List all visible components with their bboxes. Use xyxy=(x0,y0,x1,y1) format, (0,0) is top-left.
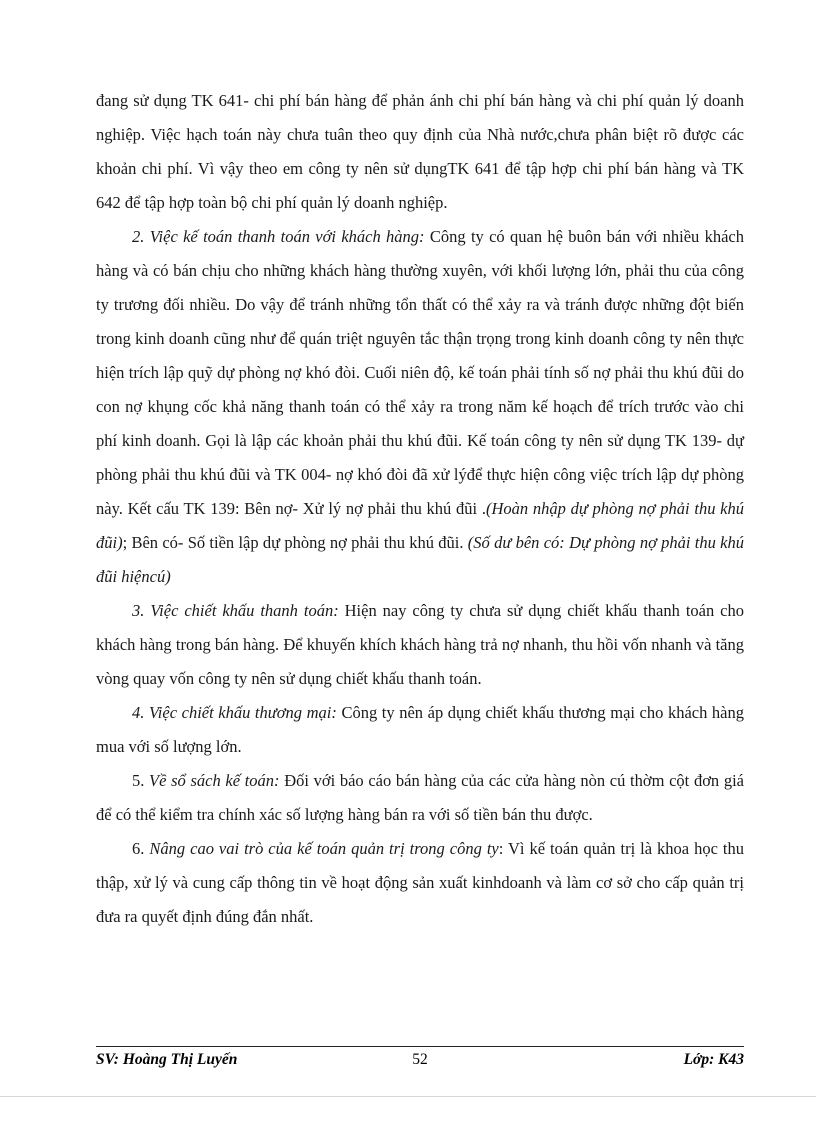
text-run: : Vì kế toán quản trị là khoa học thu thập, xử lý và cung cấp thông tin về hoạt động sản xuất kinhdoanh và làm cơ sở cho cấp quản trị đưa ra quyết định đúng đắn nhất. xyxy=(96,839,745,926)
text-run: Nâng cao vai trò của kế toán quản trị trong công ty xyxy=(149,839,499,858)
paragraph-3 xyxy=(96,594,744,696)
text-run: 3. Việc chiết khấu thanh toán: xyxy=(132,601,339,620)
paragraph-5 xyxy=(96,764,744,832)
document-body xyxy=(96,84,744,934)
footer-author: SV: Hoàng Thị Luyến xyxy=(96,1051,238,1068)
paragraph-1 xyxy=(96,84,744,220)
paragraph-2 xyxy=(96,220,744,594)
text-run: đang sử dụng TK 641- chi phí bán hàng để phản ánh chi phí bán hàng và chi phí quản lý doanh nghiệp. Việc hạch toán này chưa tuân theo quy định của Nhà nước,chưa phân biệt rõ được các khoản chi phí. Vì vậy theo em công ty nên sử dụngTK 641 để tập hợp chi phí bán hàng và TK 642 để tập hợp toàn bộ chi phí quản lý doanh nghiệp. xyxy=(96,91,744,212)
footer-class: Lớp: K43 xyxy=(683,1051,744,1068)
paragraph-4 xyxy=(96,696,744,764)
text-run: Về sổ sách kế toán: xyxy=(149,771,280,790)
text-run: 2. Việc kế toán thanh toán với khách hàng: xyxy=(132,227,425,246)
text-run: (Số dư bên có: Dự phòng nợ phải thu khú đũi hiệncú) xyxy=(96,533,744,586)
paragraph-6 xyxy=(96,832,744,934)
text-run: Công ty có quan hệ buôn bán với nhiều khách hàng và có bán chịu cho những khách hàng thường xuyên, với khối lượng lớn, phải thu của công ty trương đối nhiều. Do vậy để tránh những tổn thất có thể xảy ra và tránh được những đột biến trong kinh doanh cũng như để quán triệt nguyên tắc thận trọng trong kinh doanh công ty nên thực hiện trích lập quỹ dự phòng nợ khó đòi. Cuối niên độ, kế toán phải tính số nợ phải thu khú đũi do con nợ khụng cốc khả năng thanh toán có thể xảy ra trong năm kế hoạch để trích trước vào chi phí kinh doanh. Gọi là lập các khoản phải thu khú đũi. Kế toán công ty nên sử dụng TK 139- dự phòng phải thu khú đũi và TK 004- nợ khó đòi đã xử lýđể thực hiện công việc trích lập dự phòng này. Kết cấu TK 139: Bên nợ- Xử lý nợ phải thu khú đũi . xyxy=(96,227,745,518)
text-run: ; Bên có- Số tiền lập dự phòng nợ phải thu khú đũi. xyxy=(122,533,468,552)
footer-page-number: 52 xyxy=(412,1051,428,1068)
text-run: (Hoàn nhập dự phòng nợ phải thu khú đũi) xyxy=(96,499,744,552)
text-run: 5. xyxy=(132,771,150,790)
text-run: Công ty nên áp dụng chiết khấu thương mại cho khách hàng mua với số lượng lớn. xyxy=(96,703,745,756)
text-run: 6. xyxy=(132,839,150,858)
page-bottom-margin xyxy=(0,1096,816,1123)
page-footer xyxy=(96,1046,744,1069)
text-run: Hiện nay công ty chưa sử dụng chiết khấu thanh toán cho khách hàng trong bán hàng. Để khuyến khích khách hàng trả nợ nhanh, thu hồi vốn nhanh và tăng vòng quay vốn công ty nên sử dụng chiết khấu thanh toán. xyxy=(96,601,744,688)
text-run: 4. Việc chiết khấu thương mại: xyxy=(132,703,337,722)
text-run: Đối với báo cáo bán hàng của các cửa hàng nòn cú thờm cột đơn giá để có thể kiểm tra chính xác số lượng hàng bán ra với số tiền bán thu được. xyxy=(96,771,744,824)
